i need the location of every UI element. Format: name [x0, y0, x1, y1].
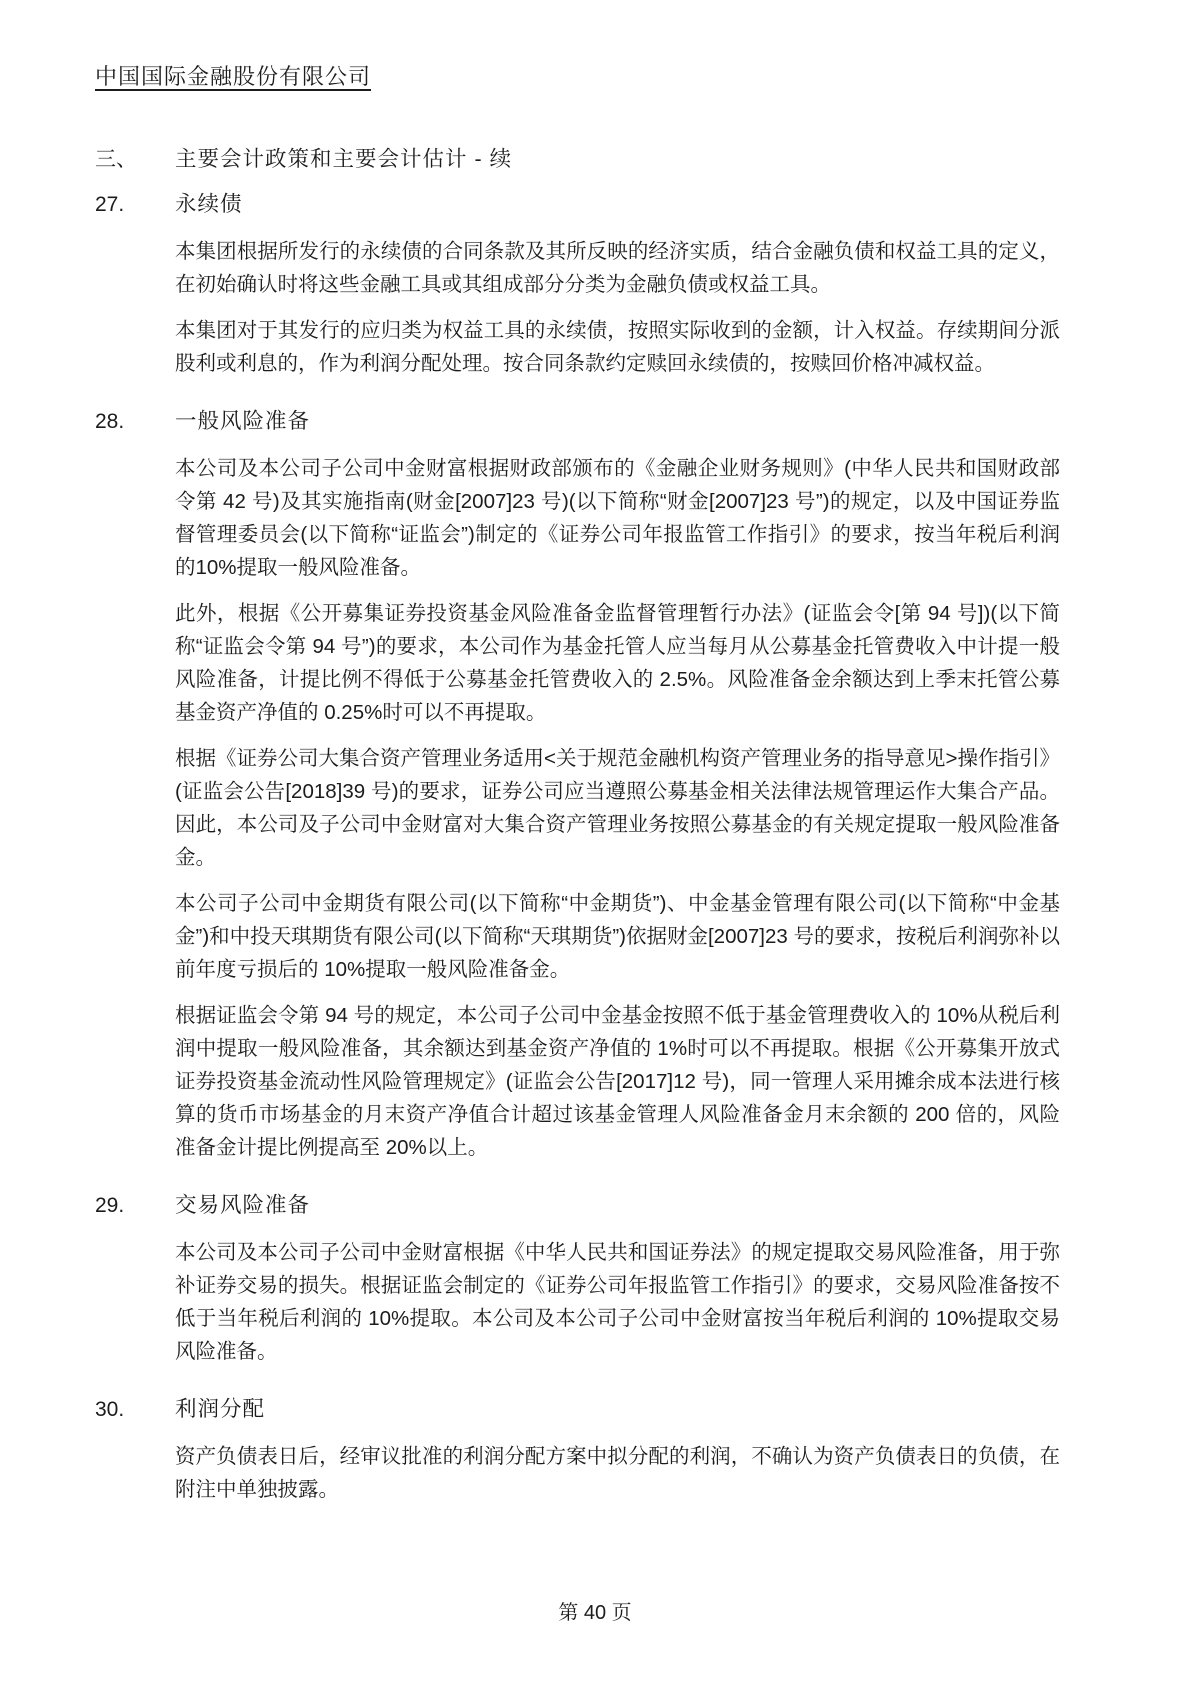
section-heading [95, 143, 1060, 176]
item-30-number: 30. [95, 1398, 125, 1421]
note-item-27 [95, 188, 1060, 393]
item-29-heading [95, 1189, 1060, 1222]
item-30-heading [95, 1393, 1060, 1426]
page-content [95, 60, 1060, 1519]
item-30-title: 利润分配 [175, 1397, 266, 1421]
note-item-30 [95, 1393, 1060, 1519]
paragraph: 此外，根据《公开募集证券投资基金风险准备金监督管理暂行办法》(证监会令[第 94 号])(以下简称“证监会令第 94 号”)的要求，本公司作为基金托管人应当每月从公募基金托管费收入中计提一般风险准备，计提比例不得低于公募基金托管费收入的 2.5%。风险准备金余额达到上季末托管公募基金资产净值的 0.25%时可以不再提取。 [175, 602, 1060, 724]
note-item-28 [95, 405, 1060, 1177]
item-28-number: 28. [95, 410, 125, 433]
note-item-29 [95, 1189, 1060, 1381]
item-28-heading [95, 405, 1060, 438]
paragraph: 根据《证券公司大集合资产管理业务适用<关于规范金融机构资产管理业务的指导意见>操作指引》(证监会公告[2018]39 号)的要求，证券公司应当遵照公募基金相关法律法规管理运作大集合产品。因此，本公司及子公司中金财富对大集合资产管理业务按照公募基金的有关规定提取一般风险准备金。 [175, 747, 1060, 869]
paragraph: 根据证监会令第 94 号的规定，本公司子公司中金基金按照不低于基金管理费收入的 10%从税后利润中提取一般风险准备，其余额达到基金资产净值的 1%时可以不再提取。根据《公开募集开放式证券投资基金流动性风险管理规定》(证监会公告[2017]12 号)，同一管理人采用摊余成本法进行核算的货币市场基金的月末资产净值合计超过该基金管理人风险准备金月末余额的 200 倍的，风险准备金计提比例提高至 20%以上。 [175, 1004, 1060, 1159]
item-28-title: 一般风险准备 [175, 409, 311, 433]
item-29-title: 交易风险准备 [175, 1193, 311, 1217]
paragraph: 本集团对于其发行的应归类为权益工具的永续债，按照实际收到的金额，计入权益。存续期间分派股利或利息的，作为利润分配处理。按合同条款约定赎回永续债的，按赎回价格冲减权益。 [175, 319, 1060, 375]
section-number: 三、 [95, 148, 137, 171]
page-footer [0, 1598, 1190, 1628]
paragraph: 本公司及本公司子公司中金财富根据财政部颁布的《金融企业财务规则》(中华人民共和国财政部令第 42 号)及其实施指南(财金[2007]23 号)(以下简称“财金[2007]23 号”)的规定，以及中国证券监督管理委员会(以下简称“证监会”)制定的《证券公司年报监管工作指引》的要求，按当年税后利润的10%提取一般风险准备。 [175, 457, 1060, 579]
item-27-title: 永续债 [175, 192, 243, 216]
paragraph: 本集团根据所发行的永续债的合同条款及其所反映的经济实质，结合金融负债和权益工具的定义，在初始确认时将这些金融工具或其组成部分分类为金融负债或权益工具。 [175, 240, 1060, 296]
paragraph: 本公司及本公司子公司中金财富根据《中华人民共和国证券法》的规定提取交易风险准备，用于弥补证券交易的损失。根据证监会制定的《证券公司年报监管工作指引》的要求，交易风险准备按不低于当年税后利润的 10%提取。本公司及本公司子公司中金财富按当年税后利润的 10%提取交易风险准备。 [175, 1241, 1060, 1363]
paragraph: 资产负债表日后，经审议批准的利润分配方案中拟分配的利润，不确认为资产负债表日的负债，在附注中单独披露。 [175, 1445, 1060, 1501]
page-number: 第 40 页 [558, 1602, 632, 1624]
paragraph: 本公司子公司中金期货有限公司(以下简称“中金期货”)、中金基金管理有限公司(以下简称“中金基金”)和中投天琪期货有限公司(以下简称“天琪期货”)依据财金[2007]23 号的要求，按税后利润弥补以前年度亏损后的 10%提取一般风险准备金。 [175, 892, 1060, 981]
section-title: 主要会计政策和主要会计估计 - 续 [175, 147, 513, 171]
item-27-heading [95, 188, 1060, 221]
item-29-number: 29. [95, 1194, 125, 1217]
item-27-number: 27. [95, 193, 125, 216]
company-name: 中国国际金融股份有限公司 [95, 64, 372, 89]
